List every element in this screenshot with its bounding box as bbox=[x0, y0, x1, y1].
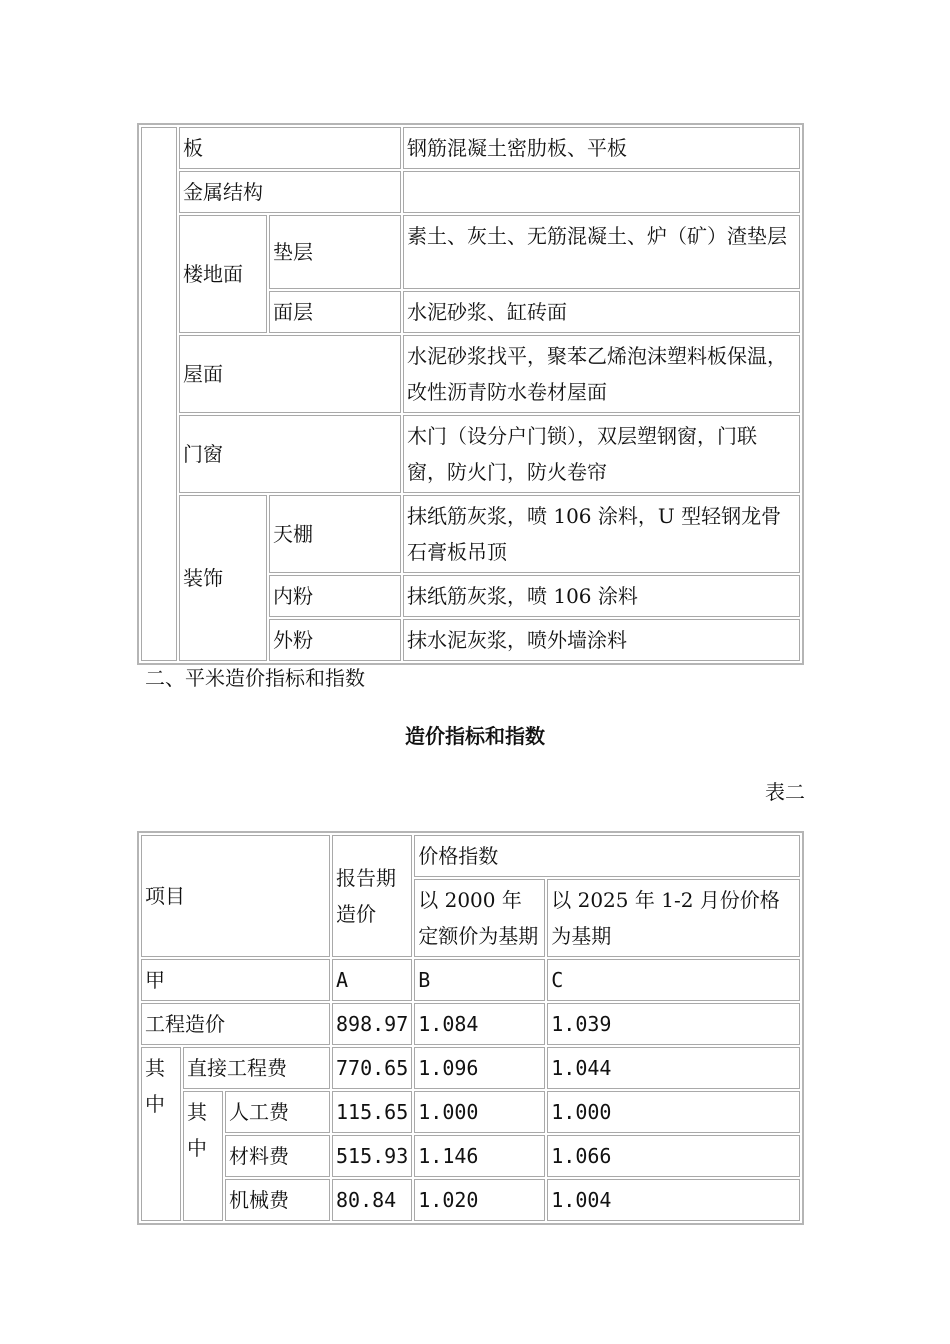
table-cell: A bbox=[332, 959, 412, 1001]
table-label: 表二 bbox=[765, 780, 805, 804]
section-heading: 二、平米造价指标和指数 bbox=[145, 666, 365, 690]
table-cell: 抹水泥灰浆，喷外墙涂料 bbox=[403, 619, 800, 661]
table-cell: 1.000 bbox=[414, 1091, 545, 1133]
table-cell: 门窗 bbox=[179, 415, 401, 493]
table-cell: 楼地面 bbox=[179, 215, 267, 333]
table-cell: 金属结构 bbox=[179, 171, 401, 213]
table-cell: 机械费 bbox=[225, 1179, 330, 1221]
table-cell: 材料费 bbox=[225, 1135, 330, 1177]
table-cell: 工程造价 bbox=[141, 1003, 330, 1045]
table-cell: 板 bbox=[179, 127, 401, 169]
table-cell: 1.020 bbox=[414, 1179, 545, 1221]
table-cell: 1.039 bbox=[547, 1003, 800, 1045]
header-cell: 以 2000 年定额价为基期 bbox=[414, 879, 545, 957]
table-cell: 其中 bbox=[183, 1091, 223, 1221]
table-row bbox=[141, 215, 800, 289]
table-cell: 天棚 bbox=[269, 495, 401, 573]
left-spacer-cell bbox=[141, 127, 177, 661]
table-cell: 抹纸筋灰浆，喷 106 涂料 bbox=[403, 575, 800, 617]
table-cell: 898.97 bbox=[332, 1003, 412, 1045]
table-cell: 115.65 bbox=[332, 1091, 412, 1133]
table-cell: 装饰 bbox=[179, 495, 267, 661]
table-cell: 人工费 bbox=[225, 1091, 330, 1133]
table-row bbox=[141, 171, 800, 213]
table-row bbox=[141, 835, 800, 877]
table-cell: 1.084 bbox=[414, 1003, 545, 1045]
table-row bbox=[141, 1047, 800, 1089]
table-cell: 面层 bbox=[269, 291, 401, 333]
table-cell: 甲 bbox=[141, 959, 330, 1001]
table-cell: 素土、灰土、无筋混凝土、炉（矿）渣垫层 bbox=[403, 215, 800, 289]
cost-index-table bbox=[137, 831, 804, 1225]
table-row bbox=[141, 335, 800, 413]
header-cell: 报告期造价 bbox=[332, 835, 412, 957]
table-cell: 1.044 bbox=[547, 1047, 800, 1089]
table-cell: 木门（设分户门锁），双层塑钢窗，门联窗，防火门，防火卷帘 bbox=[403, 415, 800, 493]
table-row bbox=[141, 415, 800, 493]
header-cell: 价格指数 bbox=[414, 835, 800, 877]
header-cell: 以 2025 年 1-2 月份价格为基期 bbox=[547, 879, 800, 957]
table-row bbox=[141, 127, 800, 169]
table-cell: 1.146 bbox=[414, 1135, 545, 1177]
table-cell: 1.004 bbox=[547, 1179, 800, 1221]
table-cell: C bbox=[547, 959, 800, 1001]
table-cell: 1.096 bbox=[414, 1047, 545, 1089]
table-cell: 水泥砂浆、缸砖面 bbox=[403, 291, 800, 333]
table-row bbox=[141, 1091, 800, 1133]
header-cell: 项目 bbox=[141, 835, 330, 957]
table-cell: 内粉 bbox=[269, 575, 401, 617]
table-cell: 垫层 bbox=[269, 215, 401, 289]
table-cell: 770.65 bbox=[332, 1047, 412, 1089]
table-cell: 其中 bbox=[141, 1047, 181, 1221]
table-cell bbox=[403, 171, 800, 213]
table-cell: 1.066 bbox=[547, 1135, 800, 1177]
table-cell: 外粉 bbox=[269, 619, 401, 661]
table-cell: 1.000 bbox=[547, 1091, 800, 1133]
table-cell: B bbox=[414, 959, 545, 1001]
table-cell: 抹纸筋灰浆，喷 106 涂料，U 型轻钢龙骨石膏板吊顶 bbox=[403, 495, 800, 573]
table-cell: 钢筋混凝土密肋板、平板 bbox=[403, 127, 800, 169]
table-row bbox=[141, 495, 800, 573]
table-row bbox=[141, 959, 800, 1001]
table-row bbox=[141, 1003, 800, 1045]
table-title: 造价指标和指数 bbox=[405, 724, 545, 748]
table-row bbox=[141, 1135, 800, 1177]
table-cell: 515.93 bbox=[332, 1135, 412, 1177]
construction-table bbox=[137, 123, 804, 665]
table-row bbox=[141, 1179, 800, 1221]
table-cell: 直接工程费 bbox=[183, 1047, 330, 1089]
table-cell: 80.84 bbox=[332, 1179, 412, 1221]
table-cell: 屋面 bbox=[179, 335, 401, 413]
table-cell: 水泥砂浆找平，聚苯乙烯泡沫塑料板保温，改性沥青防水卷材屋面 bbox=[403, 335, 800, 413]
